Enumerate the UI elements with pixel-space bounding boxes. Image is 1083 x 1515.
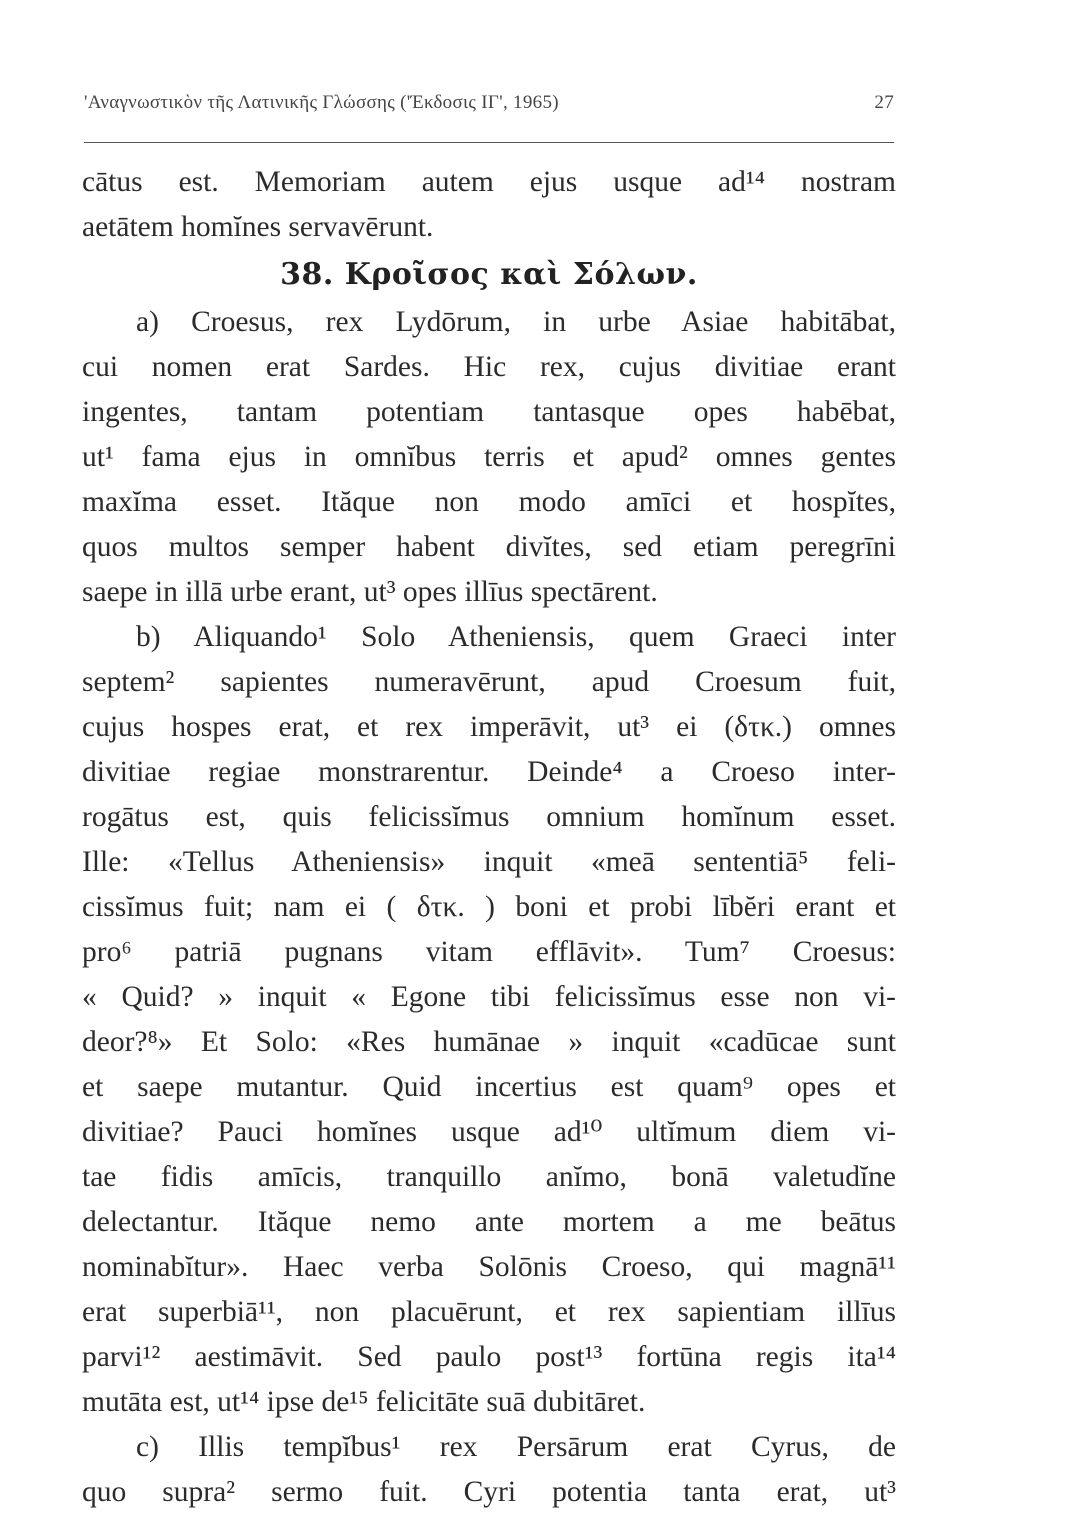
text-line: maxĭma esset. Ităque non modo amīci et hospĭtes,: [82, 486, 896, 518]
text-line: cissĭmus fuit; nam ei ( δτκ. ) boni et probi lībĕri erant et: [82, 891, 896, 923]
text-line: Ille: «Tellus Atheniensis» inquit «meā sententiā⁵ feli-: [82, 846, 896, 878]
text-line: ut¹ fama ejus in omnĭbus terris et apud² omnes gentes: [82, 441, 896, 473]
text-line: et saepe mutantur. Quid incertius est quam⁹ opes et: [82, 1071, 896, 1103]
text-line: c) Illis tempĭbus¹ rex Persārum erat Cyrus, de: [136, 1431, 896, 1463]
text-line: rogātus est, quis felicissĭmus omnium homĭnum esset.: [82, 801, 896, 833]
text-line: tae fidis amīcis, tranquillo anĭmo, bonā valetudĭne: [82, 1161, 896, 1193]
text-line: delectantur. Ităque nemo ante mortem a me beātus: [82, 1206, 896, 1238]
header-rule: [84, 142, 894, 143]
text-line: deor?⁸» Et Solo: «Res humānae » inquit «cadūcae sunt: [82, 1026, 896, 1058]
text-line: cui nomen erat Sardes. Hic rex, cujus divitiae erant: [82, 351, 896, 383]
text-line: pro⁶ patriā pugnans vitam efflāvit». Tum⁷ Croesus:: [82, 936, 896, 968]
text-line: a) Croesus, rex Lydōrum, in urbe Asiae habitābat,: [136, 306, 896, 338]
text-line: mutāta est, ut¹⁴ ipse de¹⁵ felicitāte suā dubitāret.: [82, 1386, 646, 1418]
section-heading: 38. Κροῖσος καὶ Σόλων.: [280, 257, 698, 292]
text-line: nominabĭtur». Haec verba Solōnis Croeso, qui magnā¹¹: [82, 1251, 896, 1283]
text-line: cujus hospes erat, et rex imperāvit, ut³ ei (δτκ.) omnes: [82, 711, 896, 743]
text-line: ingentes, tantam potentiam tantasque opes habēbat,: [82, 396, 896, 428]
running-head-title: 'Αναγνωστικὸν τῆς Λατινικῆς Γλώσσης ('Έκδοσις ΙΓ', 1965): [84, 92, 559, 113]
text-line: erat superbiā¹¹, non placuērunt, et rex sapientiam illīus: [82, 1296, 896, 1328]
text-line: b) Aliquando¹ Solo Atheniensis, quem Graeci inter: [136, 621, 896, 653]
text-line: cātus est. Memoriam autem ejus usque ad¹⁴ nostram: [82, 166, 896, 198]
text-line: divitiae regiae monstrarentur. Deinde⁴ a Croeso inter-: [82, 756, 896, 788]
text-line: parvi¹² aestimāvit. Sed paulo post¹³ fortūna regis ita¹⁴: [82, 1341, 896, 1373]
text-line: septem² sapientes numeravērunt, apud Croesum fuit,: [82, 666, 896, 698]
text-line: quo supra² sermo fuit. Cyri potentia tanta erat, ut³: [82, 1476, 896, 1508]
text-line: quos multos semper habent divĭtes, sed etiam peregrīni: [82, 531, 896, 563]
text-line: divitiae? Pauci homĭnes usque ad¹⁰ ultĭmum diem vi-: [82, 1116, 896, 1148]
text-line: aetātem homĭnes servavērunt.: [82, 211, 434, 243]
body-text: [82, 160, 896, 1515]
page-number: 27: [874, 92, 894, 113]
running-head: [84, 92, 894, 122]
text-line: saepe in illā urbe erant, ut³ opes illīus spectārent.: [82, 576, 658, 608]
text-line: « Quid? » inquit « Egone tibi felicissĭmus esse non vi-: [82, 981, 896, 1013]
